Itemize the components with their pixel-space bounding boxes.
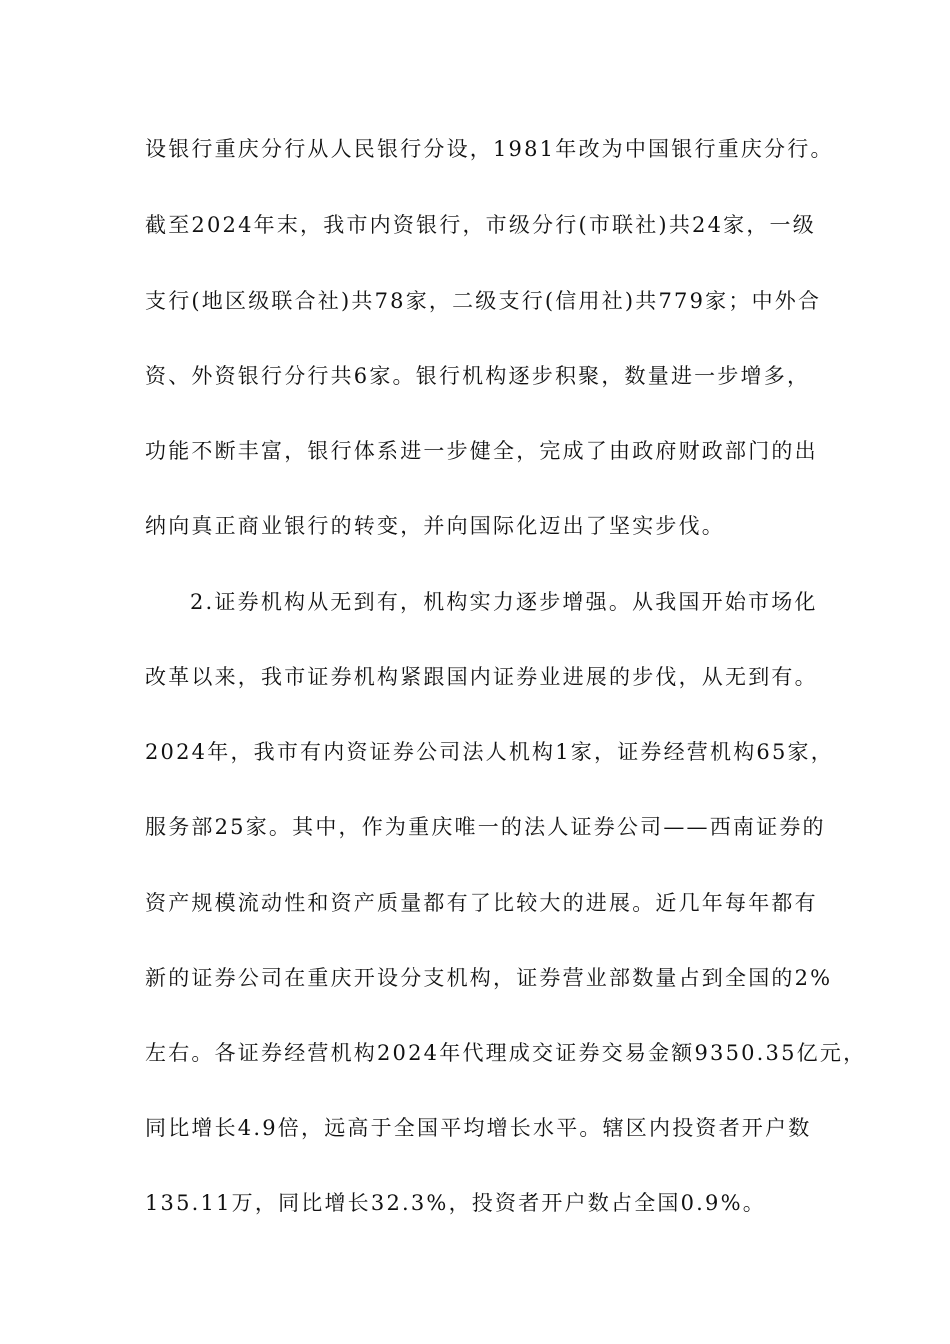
body-text-line: 资、外资银行分行共6家。银行机构逐步积聚，数量进一步增多， bbox=[145, 364, 811, 388]
body-text-line: 纳向真正商业银行的转变，并向国际化迈出了坚实步伐。 bbox=[145, 514, 725, 538]
body-text-line: 资产规模流动性和资产质量都有了比较大的进展。近几年每年都有 bbox=[145, 891, 818, 915]
body-text-line: 截至2024年末，我市内资银行，市级分行(市联社)共24家，一级 bbox=[145, 213, 816, 237]
body-text-line: 同比增长4.9倍，远高于全国平均增长水平。辖区内投资者开户数 bbox=[145, 1116, 812, 1140]
body-text-line: 设银行重庆分行从人民银行分设，1981年改为中国银行重庆分行。 bbox=[145, 137, 834, 161]
body-text-line: 2024年，我市有内资证券公司法人机构1家，证券经营机构65家， bbox=[145, 740, 834, 764]
body-text-line: 左右。各证券经营机构2024年代理成交证券交易金额9350.35亿元， bbox=[145, 1041, 867, 1065]
body-text-line: 功能不断丰富，银行体系进一步健全，完成了由政府财政部门的出 bbox=[145, 439, 818, 463]
body-text-line: 服务部25家。其中，作为重庆唯一的法人证券公司——西南证券的 bbox=[145, 815, 826, 839]
body-text-line: 135.11万，同比增长32.3%，投资者开户数占全国0.9%。 bbox=[145, 1191, 766, 1215]
paragraph-start-line: 2.证券机构从无到有，机构实力逐步增强。从我国开始市场化 bbox=[190, 590, 818, 614]
body-text-line: 改革以来，我市证券机构紧跟国内证券业进展的步伐，从无到有。 bbox=[145, 665, 818, 689]
body-text-line: 支行(地区级联合社)共78家，二级支行(信用社)共779家；中外合 bbox=[145, 289, 822, 313]
body-text-line: 新的证券公司在重庆开设分支机构，证券营业部数量占到全国的2% bbox=[145, 966, 833, 990]
